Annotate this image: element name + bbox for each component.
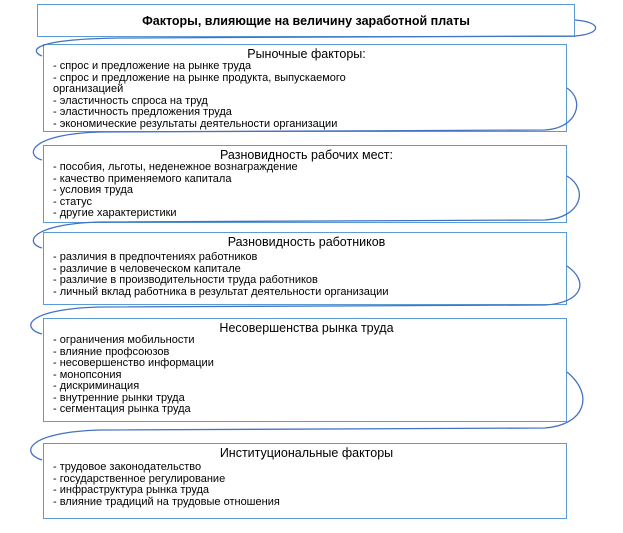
block-market-factors <box>43 44 567 132</box>
list-item: - спрос и предложение на рынке продукта, выпускаемого <box>53 71 346 84</box>
list-item: - пособия, льготы, неденежное вознаграждение <box>53 161 298 173</box>
list-item: - эластичность спроса на труд <box>53 94 208 107</box>
list-item: - несовершенство информации <box>53 357 214 369</box>
block-heading: Разновидность рабочих мест: <box>219 148 393 162</box>
block-heading: Институциональные факторы <box>219 446 394 460</box>
block-labor-market-imperfections <box>43 318 567 422</box>
list-item: - условия труда <box>53 184 133 196</box>
list-item: - внутренние рынки труда <box>53 391 185 404</box>
list-item: - качество применяемого капитала <box>53 172 232 185</box>
block-job-types <box>43 145 567 223</box>
list-item: - государственное регулирование <box>53 472 226 485</box>
list-item: - экономические результаты деятельности организации <box>53 117 338 130</box>
list-item: - различие в производительности труда работников <box>53 274 318 286</box>
block-institutional-factors <box>43 443 567 519</box>
list-item: организацией <box>53 83 124 95</box>
list-item: - ограничения мобильности <box>53 334 195 346</box>
list-item: - сегментация рынка труда <box>53 403 191 415</box>
block-heading: Рыночные факторы: <box>247 47 366 61</box>
list-item: - спрос и предложение на рынке труда <box>53 60 252 72</box>
list-item: - влияние профсоюзов <box>53 345 170 358</box>
block-worker-types <box>43 232 567 305</box>
list-item: - статус <box>53 195 93 208</box>
list-item: - дискриминация <box>53 380 140 392</box>
list-item: - влияние традиций на трудовые отношения <box>53 495 280 508</box>
list-item: - эластичность предложения труда <box>53 106 232 118</box>
diagram-title-text: Факторы, влияющие на величину заработной платы <box>142 13 470 28</box>
list-item: - различия в предпочтениях работников <box>53 251 258 263</box>
list-item: - монопсония <box>53 368 122 381</box>
diagram-title <box>37 4 575 37</box>
list-item: - личный вклад работника в результат деятельности организации <box>53 285 389 298</box>
block-heading: Несовершенства рынка труда <box>219 321 394 335</box>
list-item: - инфраструктура рынка труда <box>53 484 210 496</box>
block-heading: Разновидность работников <box>227 235 386 249</box>
list-item: - трудовое законодательство <box>53 461 202 473</box>
list-item: - другие характеристики <box>53 207 177 219</box>
list-item: - различие в человеческом капитале <box>53 262 241 275</box>
